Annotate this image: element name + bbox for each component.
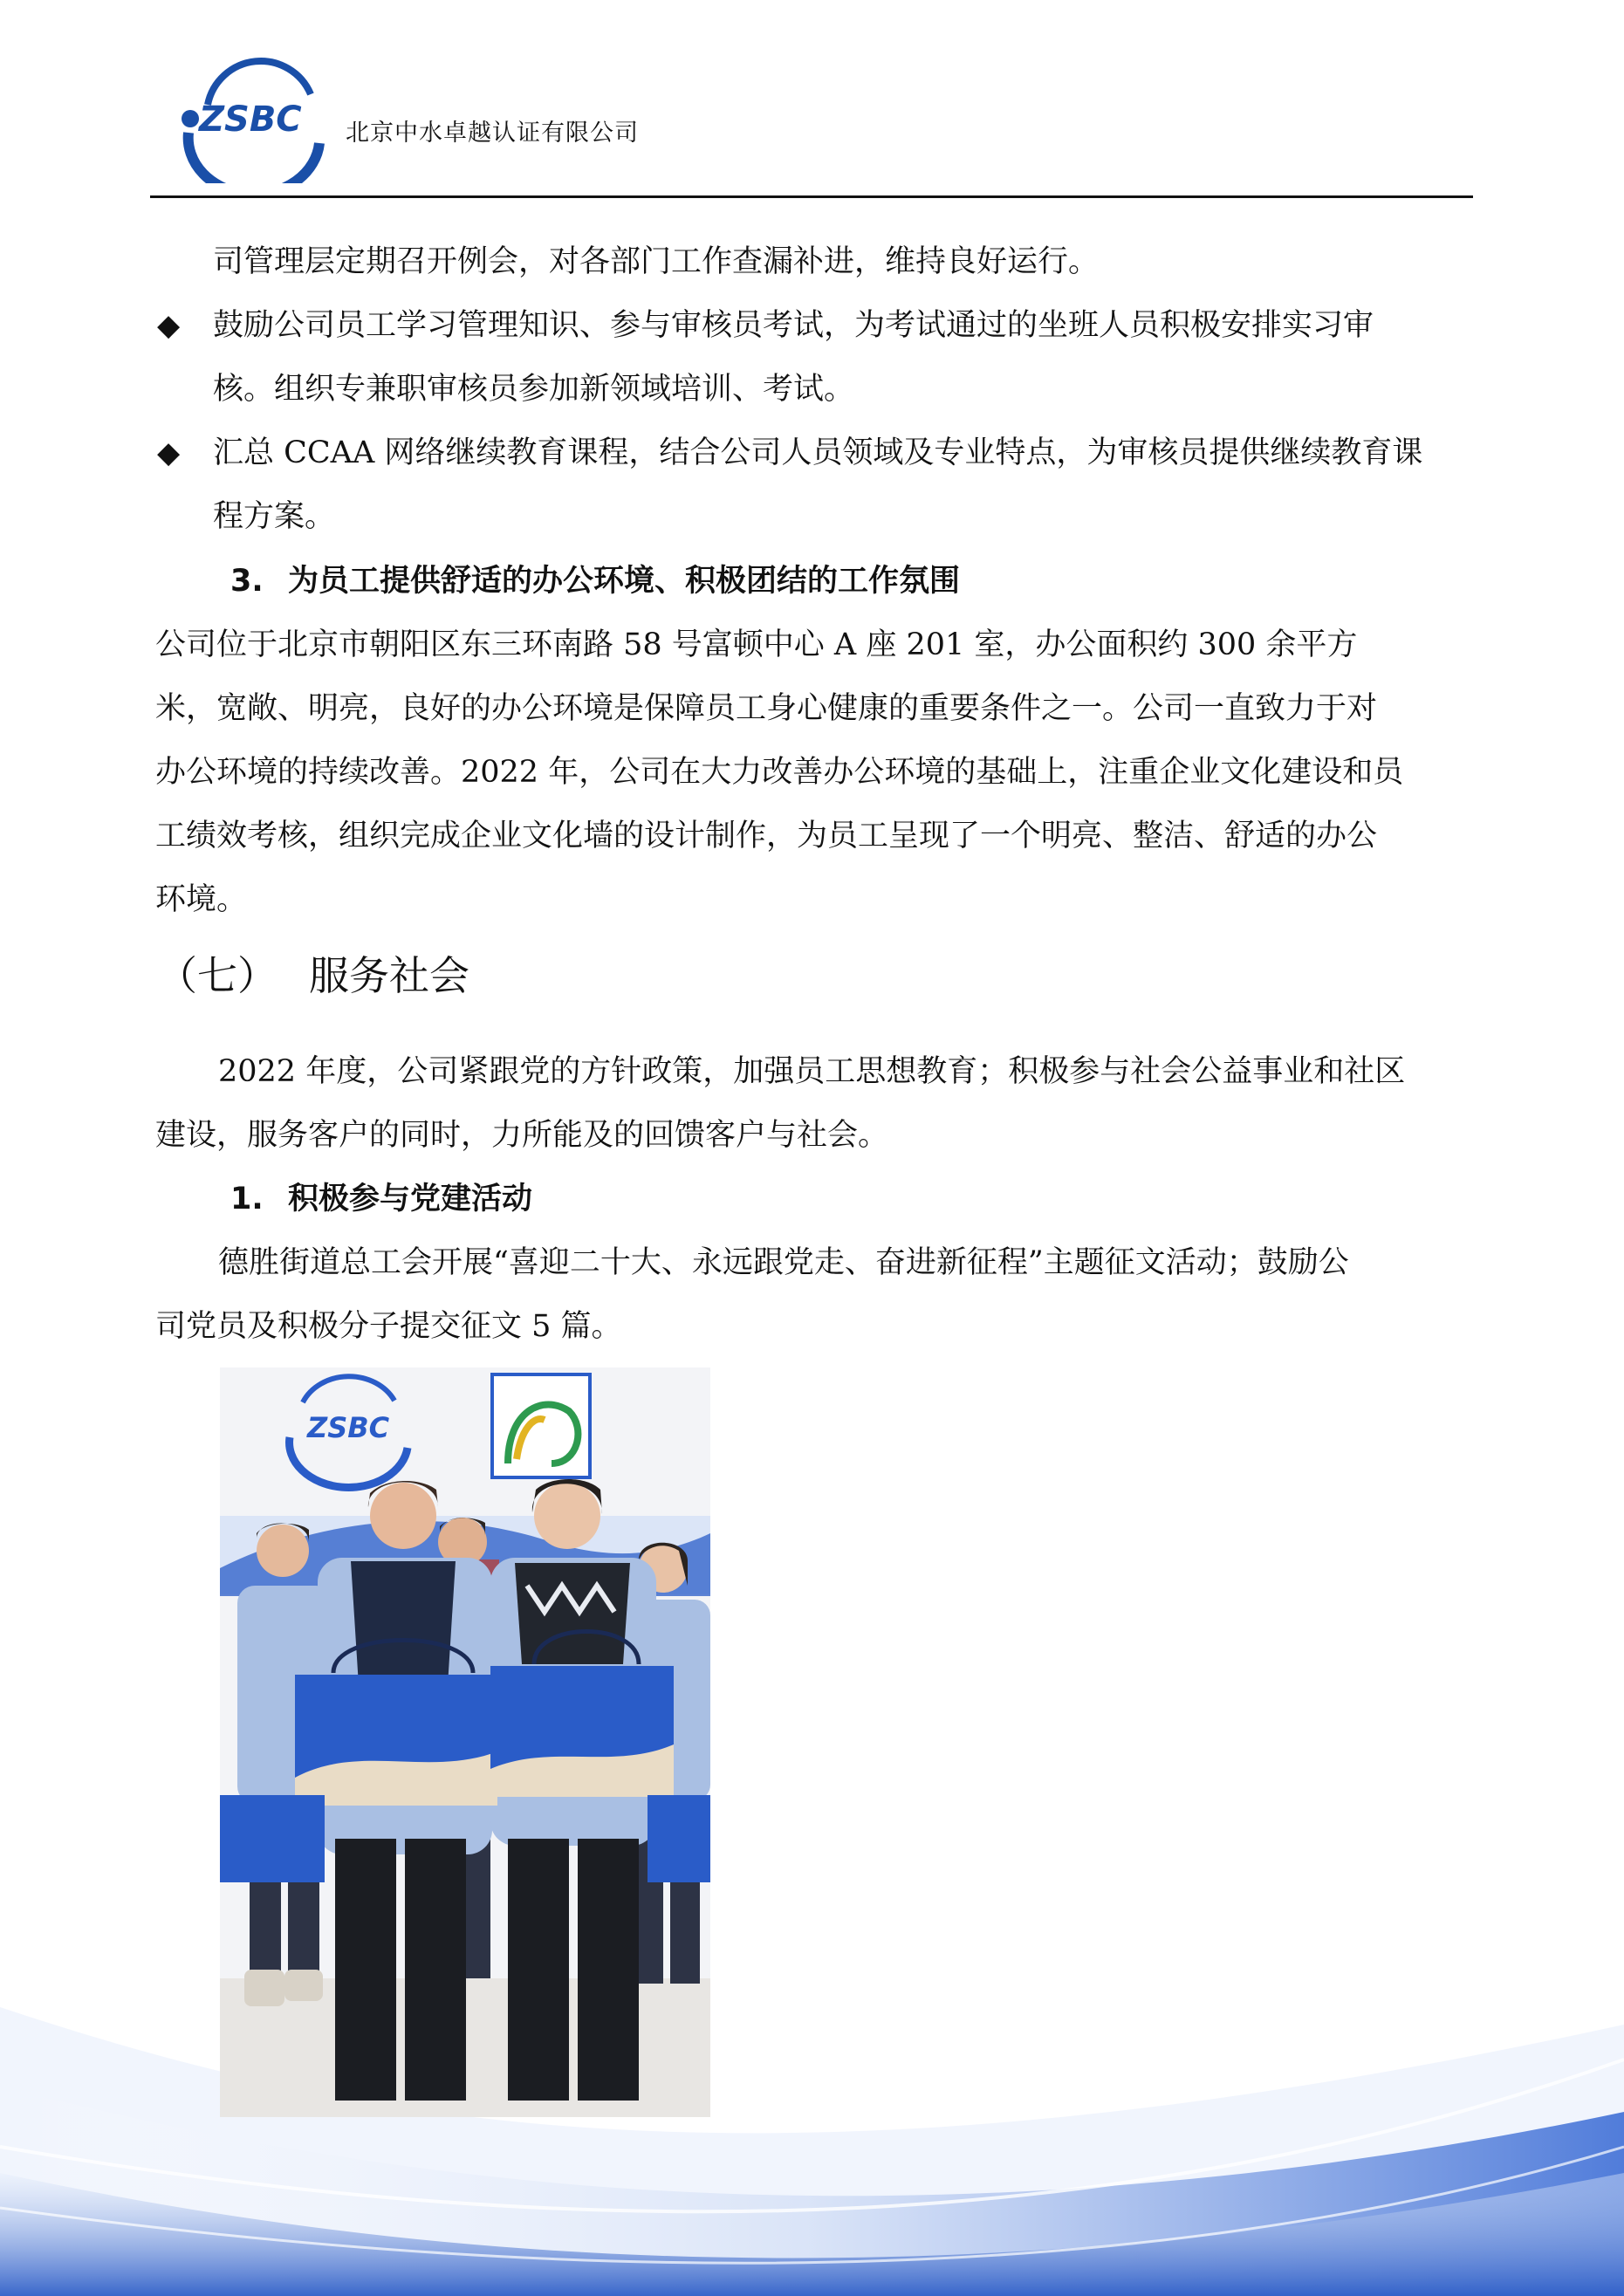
subsection-title: 为员工提供舒适的办公环境、积极团结的工作氛围 [288, 564, 961, 599]
section-title: 服务社会 [309, 952, 469, 999]
office-paragraph-line-1: 公司位于北京市朝阳区东三环南路 58 号富顿中心 A 座 201 室，办公面积约 300 余平方 [155, 627, 1358, 662]
staff-group-photo [220, 1367, 710, 2117]
bullet-1-line-2: 核。组织专兼职审核员参加新领域培训、考试。 [213, 372, 855, 407]
party-paragraph-line-1: 德胜街道总工会开展“喜迎二十大、永远跟党走、奋进新征程”主题征文活动；鼓励公 [218, 1245, 1349, 1280]
office-paragraph-line-5: 环境。 [155, 882, 248, 917]
subsection-1-heading [230, 1168, 532, 1231]
subsection-title: 积极参与党建活动 [288, 1182, 533, 1217]
bullet-2-line-2: 程方案。 [213, 499, 336, 534]
party-paragraph-line-2: 司党员及积极分子提交征文 5 篇。 [155, 1309, 622, 1344]
gift-bag-back-right [648, 1795, 710, 1882]
diamond-bullet-icon: ◆ [157, 435, 181, 470]
service-paragraph-line-1: 2022 年度，公司紧跟党的方针政策，加强员工思想教育；积极参与社会公益事业和社区 [218, 1054, 1406, 1089]
continued-line: 司管理层定期召开例会，对各部门工作查漏补进，维持良好运行。 [213, 244, 1100, 279]
section-7-heading [157, 944, 469, 1007]
photo-logo-text: ZSBC [307, 1411, 390, 1444]
gift-bag-back-left [220, 1795, 325, 1882]
office-paragraph-line-3: 办公环境的持续改善。2022 年，公司在大力改善办公环境的基础上，注重企业文化建设和员 [155, 755, 1404, 790]
header-divider [150, 195, 1473, 198]
bullet-2-line-1: 汇总 CCAA 网络继续教育课程，结合公司人员领域及专业特点，为审核员提供继续教育课 [213, 435, 1423, 470]
office-paragraph-line-4: 工绩效考核，组织完成企业文化墙的设计制作，为员工呈现了一个明亮、整洁、舒适的办公 [155, 819, 1378, 853]
wall-emblem [492, 1374, 590, 1477]
subsection-number: 1. [230, 1182, 264, 1217]
section-marker: （七） [157, 952, 278, 999]
zsbc-logo [173, 52, 335, 183]
office-paragraph-line-2: 米，宽敞、明亮，良好的办公环境是保障员工身心健康的重要条件之一。公司一直致力于对 [155, 691, 1378, 726]
subsection-3-heading [230, 550, 960, 613]
diamond-bullet-icon: ◆ [157, 308, 181, 343]
service-paragraph-line-2: 建设，服务客户的同时，力所能及的回馈客户与社会。 [155, 1118, 889, 1153]
bullet-1-line-1: 鼓励公司员工学习管理知识、参与审核员考试，为考试通过的坐班人员积极安排实习审 [213, 308, 1374, 343]
subsection-number: 3. [230, 564, 264, 599]
company-name: 北京中水卓越认证有限公司 [346, 120, 639, 147]
logo-text: ZSBC [199, 99, 302, 140]
